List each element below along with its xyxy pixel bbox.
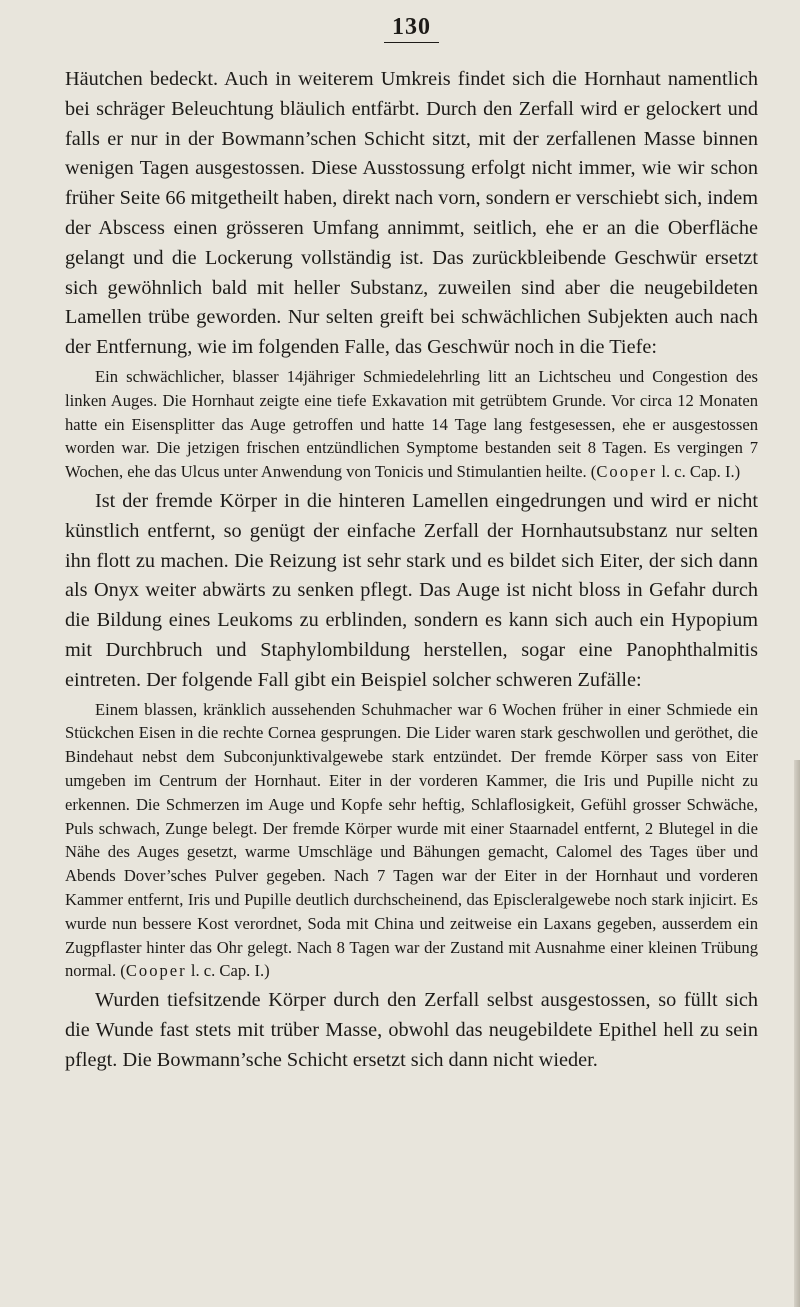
body-paragraph-2: Ist der fremde Körper in die hinteren Lamellen eingedrungen und wird er nicht künstlich entfernt, so genügt der einfache Zerfall der Hornhautsubstanz nur selten ihn flott zu machen. Die Reizung ist sehr stark und es bildet sich Eiter, der sich dann als Onyx weiter abwärts zu senken pflegt. Das Auge ist nicht bloss in Gefahr durch die Bildung eines Leukoms zu erblinden, sondern es kann sich auch ein Hypopium mit Durchbruch und Staphylombildung herstellen, sogar eine Panophthalmitis eintreten. Der folgende Fall gibt ein Beispiel solcher schweren Zufälle: <box>65 489 758 691</box>
body-paragraph-3: Wurden tiefsitzende Körper durch den Zerfall selbst ausgestossen, so füllt sich die Wunde fast stets mit trüber Masse, obwohl das neugebildete Epithel hell zu sein pflegt. Die Bowmann’sche Schicht ersetzt sich dann nicht wieder. <box>65 989 758 1071</box>
page-edge-shadow <box>794 760 800 1307</box>
case-report-1-text: Ein schwächlicher, blasser 14jähriger Schmiedelehrling litt an Lichtscheu und Congestion des linken Auges. Die Hornhaut zeigte eine tiefe Exkavation mit getrübtem Grunde. Vor circa 12 Monaten hatte ein Eisensplitter das Auge getroffen und hatte 14 Tage lang festgesessen, ehe er ausgestossen worden war. Die jetzigen frischen entzündlichen Symptome bestanden seit 8 Tagen. Es vergingen 7 Wochen, ehe das Ulcus unter Anwendung von Tonicis und Stimulantien heilte. <box>65 366 758 482</box>
case-report-1-citation: l. c. Cap. I.) <box>657 462 741 482</box>
case-report-2-citation: l. c. Cap. I.) <box>186 961 270 981</box>
case-report-1-author: Cooper <box>596 462 658 482</box>
case-report-2-author: Cooper <box>125 961 187 981</box>
case-report-2-text: Einem blassen, kränklich aussehenden Schuhmacher war 6 Wochen früher in einer Schmiede ein Stückchen Eisen in die rechte Cornea gesprungen. Die Lider waren stark geschwollen und geröthet, die Bindehaut nebst dem Subconjunktivalgewebe stark entzündet. Der fremde Körper sass von Eiter umgeben im Centrum der Hornhaut. Eiter in der vorderen Kammer, die Iris und Pupille nicht zu erkennen. Die Schmerzen im Auge und Kopfe sehr heftig, Schlaflosigkeit, Gefühl grosser Schwäche, Puls schwach, Zunge belegt. Der fremde Körper wurde mit einer Staarnadel entfernt, 2 Blutegel in die Nähe des Auges gesetzt, warme Umschläge und Bähungen gemacht, Calomel des Tages über und Abends Dover’sches Pulver gegeben. Nach 7 Tagen war der Eiter in der Hornhaut und vorderen Kammer entfernt, Iris und Pupille deutlich durchscheinend, das Episcleralgewebe noch stark injicirt. Es wurde nun bessere Kost verordnet, Soda mit China und zeitweise ein Laxans gegeben, ausserdem ein Zugpflaster hinter das Ohr gelegt. Nach 8 Tagen war der Zustand mit Ausnahme einer kleinen Trübung normal. <box>65 699 758 981</box>
page-number: 130 <box>65 14 758 43</box>
case-report-1: Ein schwächlicher, blasser 14jähriger Schmiedelehrling litt an Lichtscheu und Congestion des linken Auges. Die Hornhaut zeigte eine tiefe Exkavation mit getrübtem Grunde. Vor circa 12 Monaten hatte ein Eisensplitter das Auge getroffen und hatte 14 Tage lang festgesessen, ehe er ausgestossen worden war. Die jetzigen frischen entzündlichen Symptome bestanden seit 8 Tagen. Es vergingen 7 Wochen, ehe das Ulcus unter Anwendung von Tonicis und Stimulantien heilte. (Cooper l. c. Cap. I.) <box>65 366 758 482</box>
case-report-2: Einem blassen, kränklich aussehenden Schuhmacher war 6 Wochen früher in einer Schmiede ein Stückchen Eisen in die rechte Cornea gesprungen. Die Lider waren stark geschwollen und geröthet, die Bindehaut nebst dem Subconjunktivalgewebe stark entzündet. Der fremde Körper sass von Eiter umgeben im Centrum der Hornhaut. Eiter in der vorderen Kammer, die Iris und Pupille nicht zu erkennen. Die Schmerzen im Auge und Kopfe sehr heftig, Schlaflosigkeit, Gefühl grosser Schwäche, Puls schwach, Zunge belegt. Der fremde Körper wurde mit einer Staarnadel entfernt, 2 Blutegel in die Nähe des Auges gesetzt, warme Umschläge und Bähungen gemacht, Calomel des Tages über und Abends Dover’sches Pulver gegeben. Nach 7 Tagen war der Eiter in der Hornhaut und vorderen Kammer entfernt, Iris und Pupille deutlich durchscheinend, das Episcleralgewebe noch stark injicirt. Es wurde nun bessere Kost verordnet, Soda mit China und zeitweise ein Laxans gegeben, ausserdem ein Zugpflaster hinter das Ohr gelegt. Nach 8 Tagen war der Zustand mit Ausnahme einer kleinen Trübung normal. (Cooper l. c. Cap. I.) <box>65 699 758 981</box>
body-paragraph-1: Häutchen bedeckt. Auch in weiterem Umkreis findet sich die Hornhaut namentlich bei schräger Beleuchtung bläulich entfärbt. Durch den Zerfall wird er gelockert und falls er nur in der Bowmann’schen Schicht sitzt, mit der zerfallenen Masse binnen wenigen Tagen ausgestossen. Diese Ausstossung erfolgt nicht immer, wie wir schon früher Seite 66 mitgetheilt haben, direkt nach vorn, sondern er verschiebt sich, indem der Abscess einen grösseren Umfang annimmt, seitlich, ehe er an die Oberfläche gelangt und die Lockerung vollständig ist. Das zurückbleibende Geschwür ersetzt sich gewöhnlich bald mit heller Substanz, zuweilen sind aber die neugebildeten Lamellen trübe geworden. Nur selten greift bei schwächlichen Subjekten auch nach der Entfernung, wie im folgenden Falle, das Geschwür noch in die Tiefe: <box>65 68 758 359</box>
